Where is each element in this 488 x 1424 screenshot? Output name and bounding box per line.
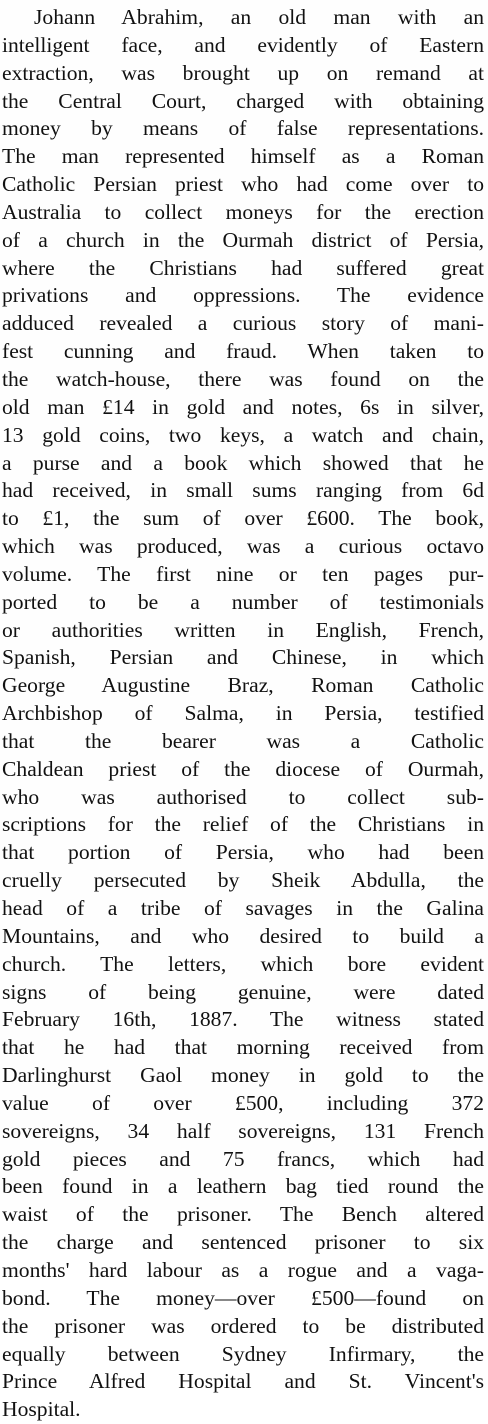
article-line: adduced revealed a curious story of mani- (2, 311, 484, 336)
article-line: old man £14 in gold and notes, 6s in silver, (2, 394, 484, 419)
article-line: intelligent face, and evidently of Eastern (2, 32, 484, 57)
article-line: money by means of false representations. (2, 116, 484, 141)
article-line: that he had that morning received from (2, 1035, 484, 1060)
article-line: of a church in the Ourmah district of Persia, (2, 227, 484, 252)
article-line: that portion of Persia, who had been (2, 840, 484, 865)
article-line: months' hard labour as a rogue and a vaga- (2, 1257, 484, 1282)
article-line: The man represented himself as a Roman (2, 144, 484, 169)
article-line: Johann Abrahim, an old man with an (34, 5, 484, 29)
article-line: privations and oppressions. The evidence (2, 283, 484, 308)
article-line: which was produced, was a curious octavo (2, 534, 484, 559)
article-line: value of over £500, including 372 (2, 1090, 484, 1115)
article-line: cruelly persecuted by Sheik Abdulla, the (2, 868, 484, 893)
article-line: Archbishop of Salma, in Persia, testified (2, 701, 484, 726)
article-line: bond. The money—over £500—found on (2, 1285, 484, 1310)
article-line: scriptions for the relief of the Christians in (2, 812, 484, 837)
article-line: George Augustine Braz, Roman Catholic (2, 673, 484, 698)
article-line: the charge and sentenced prisoner to six (2, 1230, 484, 1255)
article-line: that the bearer was a Catholic (2, 728, 484, 753)
article-line: Australia to collect moneys for the erection (2, 199, 484, 224)
article-line: February 16th, 1887. The witness stated (2, 1007, 484, 1032)
article-line: been found in a leathern bag tied round the (2, 1174, 484, 1199)
article-line: extraction, was brought up on remand at (2, 60, 484, 85)
article-line: signs of being genuine, were dated (2, 979, 484, 1004)
article-line: Mountains, and who desired to build a (2, 923, 484, 948)
article-line: waist of the prisoner. The Bench altered (2, 1202, 484, 1227)
article-line: Spanish, Persian and Chinese, in which (2, 645, 484, 670)
article-line: Catholic Persian priest who had come over to (2, 172, 484, 197)
article-line: to £1, the sum of over £600. The book, (2, 506, 484, 531)
article-line: equally between Sydney Infirmary, the (2, 1341, 484, 1366)
article-line: Chaldean priest of the diocese of Ourmah, (2, 756, 484, 781)
article-line: sovereigns, 34 half sovereigns, 131 French (2, 1118, 484, 1143)
article-line: ported to be a number of testimonials (2, 589, 484, 614)
article-line: a purse and a book which showed that he (2, 450, 484, 475)
article-line: where the Christians had suffered great (2, 255, 484, 280)
article-line: Prince Alfred Hospital and St. Vincent's (2, 1369, 484, 1394)
article-line: or authorities written in English, French, (2, 617, 484, 642)
article-line: volume. The first nine or ten pages pur- (2, 561, 484, 586)
article-line: the watch-house, there was found on the (2, 366, 484, 391)
article-line: fest cunning and fraud. When taken to (2, 339, 484, 364)
article-line: gold pieces and 75 francs, which had (2, 1146, 484, 1171)
article-line: who was authorised to collect sub- (2, 784, 484, 809)
article-line: head of a tribe of savages in the Galina (2, 896, 484, 920)
article-line: the Central Court, charged with obtaining (2, 88, 484, 113)
article-line: Hospital. (2, 1397, 81, 1422)
article-line: had received, in small sums ranging from 6d (2, 478, 484, 503)
article-line: Darlinghurst Gaol money in gold to the (2, 1063, 484, 1088)
article-line: church. The letters, which bore evident (2, 951, 484, 976)
article-line: 13 gold coins, two keys, a watch and chain, (2, 422, 484, 447)
article-line: the prisoner was ordered to be distributed (2, 1313, 484, 1338)
